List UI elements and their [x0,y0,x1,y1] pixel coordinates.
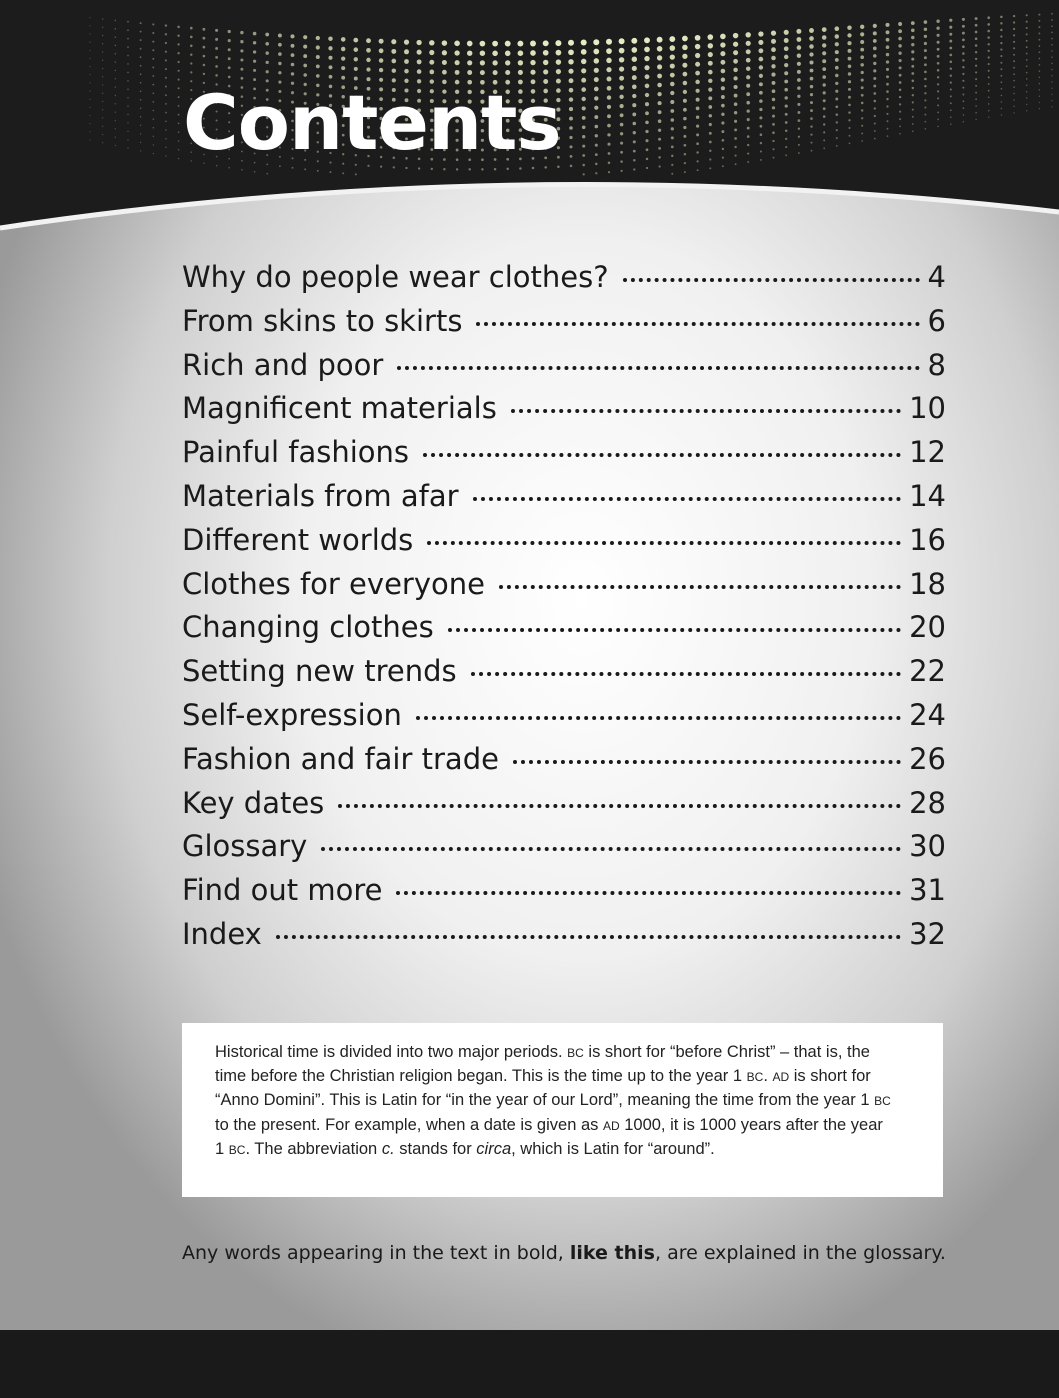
toc-entry-title: Magnificent materials [182,391,497,426]
toc-page-number: 6 [927,303,946,338]
toc-page-number: 32 [909,916,946,951]
toc-entry [182,523,946,567]
toc-page-number: 8 [927,347,946,382]
toc-entry-title: Clothes for everyone [182,566,485,601]
toc-dot-leader [338,804,901,808]
toc-entry [182,786,946,830]
toc-entry-title: Setting new trends [182,654,457,689]
toc-entry [182,348,946,392]
toc-dot-leader [623,278,920,282]
toc-entry [182,873,946,917]
toc-page-number: 22 [909,654,946,689]
table-of-contents [182,260,946,961]
toc-entry-title: Self-expression [182,697,402,732]
toc-dot-leader [416,716,901,720]
toc-page-number: 10 [909,391,946,426]
toc-entry-title: Key dates [182,785,325,820]
abbr-ad: AD [772,1070,790,1085]
toc-entry-title: Find out more [182,873,383,908]
toc-entry-title: Glossary [182,829,308,864]
toc-entry [182,260,946,304]
toc-entry-title: Index [182,916,262,951]
word-circa: circa [476,1139,512,1158]
toc-page-number: 18 [909,566,946,601]
toc-dot-leader [427,541,901,545]
note-text: Historical time is divided into two major periods. BC is short for “before Christ” – that is, the time before the Christian religion began. This is the time up to the year 1 BC. AD is short for “Anno Domini”. This is Latin for “in the year of our Lord”, meaning the time from the year 1 BC to the present. For example, when a date is given as AD 1000, it is 1000 years after the year 1 BC. The abbreviation c. stands for circa, which is Latin for “around”. [215,1043,891,1158]
historical-time-note [182,1023,943,1197]
toc-entry-title: Changing clothes [182,610,434,645]
toc-entry-title: Rich and poor [182,347,384,382]
toc-entry-title: Materials from afar [182,478,459,513]
toc-entry [182,567,946,611]
abbr-ad: AD [602,1118,620,1133]
toc-entry [182,391,946,435]
toc-page-number: 31 [909,873,946,908]
bottom-band [0,1330,1059,1398]
toc-dot-leader [448,628,901,632]
toc-entry [182,917,946,961]
toc-page-number: 14 [909,478,946,513]
toc-dot-leader [499,585,901,589]
abbr-bc: BC [874,1094,891,1109]
toc-entry [182,610,946,654]
toc-dot-leader [321,847,901,851]
toc-dot-leader [397,366,919,370]
toc-page-number: 24 [909,697,946,732]
glossary-footnote: Any words appearing in the text in bold, like this, are explained in the glossary. [182,1242,946,1264]
toc-entry [182,435,946,479]
toc-dot-leader [513,760,901,764]
toc-dot-leader [423,453,901,457]
toc-page-number: 12 [909,435,946,470]
abbr-c: c. [381,1139,395,1158]
abbr-bc: BC [228,1142,246,1157]
toc-dot-leader [476,322,919,326]
toc-entry-title: Different worlds [182,522,414,557]
toc-page-number: 16 [909,522,946,557]
toc-entry-title: Why do people wear clothes? [182,260,609,294]
toc-page-number: 4 [927,260,946,294]
toc-entry-title: Painful fashions [182,435,410,470]
toc-entry [182,304,946,348]
page-title: Contents [183,78,561,167]
toc-page-number: 20 [909,610,946,645]
toc-entry [182,698,946,742]
toc-page-number: 30 [909,829,946,864]
bold-example: like this [569,1242,655,1264]
toc-dot-leader [396,891,901,895]
toc-entry [182,829,946,873]
toc-dot-leader [511,409,901,413]
toc-dot-leader [276,935,901,939]
toc-page-number: 26 [909,741,946,776]
toc-page-number: 28 [909,785,946,820]
abbr-bc: BC [567,1046,584,1060]
toc-entry [182,654,946,698]
toc-entry [182,742,946,786]
toc-entry-title: From skins to skirts [182,303,463,338]
toc-dot-leader [473,497,902,501]
toc-dot-leader [471,672,901,676]
abbr-bc: BC [746,1070,764,1085]
toc-entry-title: Fashion and fair trade [182,741,499,776]
toc-entry [182,479,946,523]
